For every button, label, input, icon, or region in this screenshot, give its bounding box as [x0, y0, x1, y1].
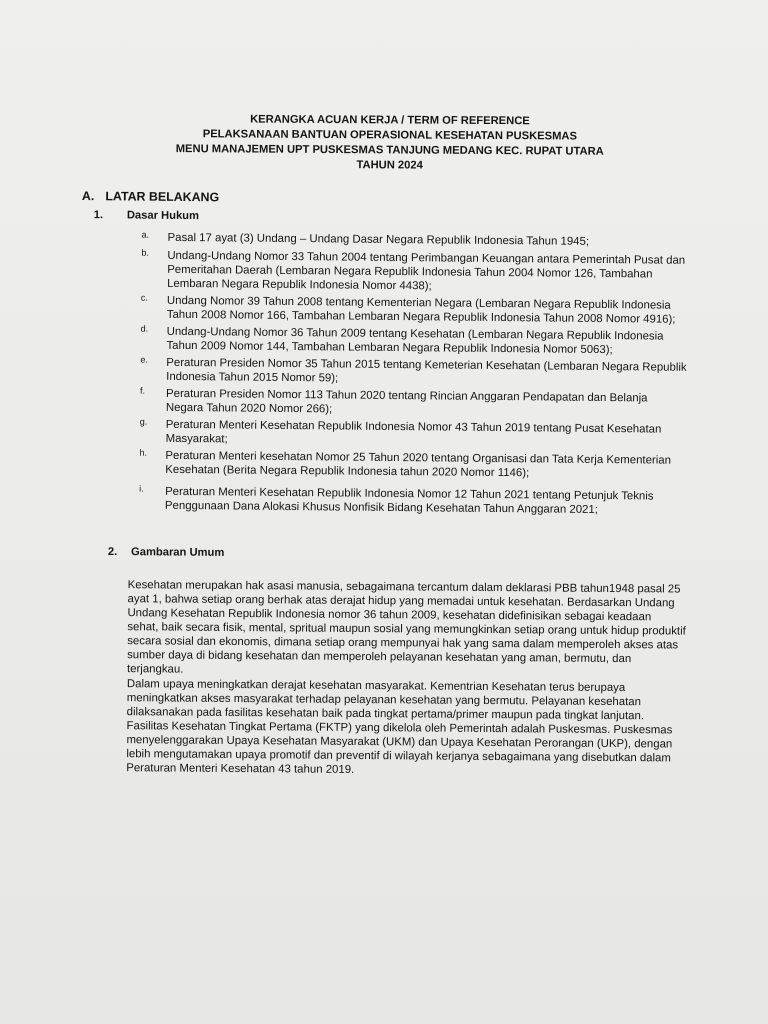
- list-item: [141, 249, 701, 296]
- subsection-2-number: 2.: [107, 545, 118, 559]
- list-item-text: Peraturan Presiden Nomor 113 Tahun 2020 tentang Rincian Anggaran Pendapatan dan Belanja Negara Tahun 2020 Nomor 266);: [165, 387, 648, 416]
- list-item-text: Peraturan Menteri kesehatan Nomor 25 Tahun 2020 tentang Organisasi dan Tata Kerja Kementerian Kesehatan (Berita Negara Republik Indonesia tahun 2020 Nomor 1146);: [165, 449, 671, 480]
- title-line-1: KERANGKA ACUAN KERJA / TERM OF REFERENCE: [250, 113, 530, 128]
- list-item-letter: d.: [140, 323, 149, 334]
- list-item-letter: i.: [139, 483, 144, 494]
- subsection-1-title: Dasar Hukum: [126, 209, 200, 223]
- title-line-3: MENU MANAJEMEN UPT PUSKESMAS TANJUNG MEDANG KEC. RUPAT UTARA: [175, 143, 604, 158]
- subsection-1-number: 1.: [93, 209, 104, 222]
- paragraph-1: Kesehatan merupakan hak asasi manusia, sebagaimana tercantum dalam deklarasi PBB tahun1948 pasal 25 ayat 1, bahwa setiap orang berhak atas derajat hidup yang memadai untuk kesehatan. Berdasarkan Undang Undang Kesehatan Republik Indonesia nomor 36 tahun 2009, kesehatan didefinisikan sebagai keadaan sehat, baik secara fisik, mental, spritual maupun sosial yang memungkinkan setiap orang untuk hidup produktif secara sosial dan ekonomis, dimana setiap orang mempunyai hak yang sama dalam memperoleh akses atas sumber daya di bidang kesehatan dan memperoleh pelayanan kesehatan yang aman, bermutu, dan terjangkau.: [126, 579, 686, 676]
- list-item: [139, 485, 699, 518]
- subsection-gambaran-umum-heading: [108, 545, 708, 564]
- list-item: [140, 387, 700, 420]
- list-item-text: Undang-Undang Nomor 33 Tahun 2004 tentang Perimbangan Keuangan antara Pemerintah Pusat dan Pemeritahan Daerah (Lembaran Negara Republik Indonesia Tahun 2004 Nomor 126, Tambahan Lembaran Negara Republik Indonesia Nomor 4438);: [167, 249, 686, 293]
- section-a-number: A.: [81, 189, 95, 204]
- list-item-text: Peraturan Menteri Kesehatan Republik Indonesia Nomor 12 Tahun 2021 tentang Petunjuk Teknis Penggunaan Dana Alokasi Khusus Nonfisik Bidang Kesehatan Tahun Anggaran 2021;: [164, 485, 654, 516]
- document-title: [0, 111, 768, 176]
- list-item-letter: a.: [141, 229, 150, 240]
- title-line-2: PELAKSANAAN BANTUAN OPERASIONAL KESEHATAN PUSKESMAS: [202, 128, 577, 143]
- list-item: [141, 294, 701, 327]
- list-item-letter: h.: [139, 447, 148, 458]
- legal-basis-list: [139, 229, 702, 516]
- subsection-2-title: Gambaran Umum: [131, 546, 225, 559]
- list-item: [139, 449, 699, 482]
- list-item: [140, 325, 700, 358]
- list-item-letter: f.: [140, 385, 146, 396]
- list-item-letter: b.: [141, 247, 149, 258]
- list-item-letter: g.: [139, 416, 148, 427]
- list-item: [140, 356, 700, 389]
- list-item-letter: c.: [140, 292, 149, 303]
- list-item-text: Pasal 17 ayat (3) Undang – Undang Dasar Negara Republik Indonesia Tahun 1945;: [167, 231, 590, 248]
- section-latar-belakang: [81, 189, 722, 516]
- title-line-4: TAHUN 2024: [356, 159, 423, 172]
- paragraph-2: Dalam upaya meningkatkan derajat kesehatan masyarakat. Kementrian Kesehatan terus berupaya meningkatkan akses masyarakat terhadap pelayanan kesehatan yang bermutu. Pelayanan kesehatan dilaksanakan pada fasilitas kesehatan baik pada tingkat pertama/primer maupun pada tingkat lanjutan. Fasilitas Kesehatan Tingkat Pertama (FKTP) yang dikelola oleh Pemerintah adalah Puskesmas. Puskesmas menyelenggarakan Upaya Kesehatan Masyarakat (UKM) dan Upaya Kesehatan Perorangan (UKP), dengan lebih mengutamakan upaya promotif dan preventif di wilayah kerjanya sebagaimana yang disebutkan dalam Peraturan Menteri Kesehatan 43 tahun 2019.: [126, 678, 673, 776]
- list-item-letter: e.: [140, 354, 148, 365]
- list-item: [140, 418, 700, 451]
- list-item-text: Peraturan Menteri Kesehatan Republik Indonesia Nomor 43 Tahun 2019 tentang Pusat Kesehatan Masyarakat;: [165, 418, 662, 446]
- list-item-text: Undang-Undang Nomor 36 Tahun 2009 tentang Kesehatan (Lembaran Negara Republik Indonesia Tahun 2009 Nomor 144, Tambahan Lembaran Negara Republik Indonesia Nomor 5063);: [166, 325, 664, 357]
- section-a-heading: [82, 189, 722, 209]
- section-gambaran-umum: [107, 545, 708, 776]
- list-item: [141, 231, 701, 250]
- list-item-text: Peraturan Presiden Nomor 35 Tahun 2015 tentang Kemeterian Kesehatan (Lembaran Negara Republik Indonesia Tahun 2015 Nomor 59);: [166, 356, 687, 385]
- list-item-text: Undang Nomor 39 Tahun 2008 tentang Kementerian Negara (Lembaran Negara Republik Indonesia Tahun 2008 Nomor 166, Tambahan Lembaran Negara Republik Indonesia Tahun 2008 Nomor 4916);: [166, 294, 676, 326]
- section-a-title: LATAR BELAKANG: [105, 189, 220, 205]
- subsection-dasar-hukum-heading: [94, 208, 199, 223]
